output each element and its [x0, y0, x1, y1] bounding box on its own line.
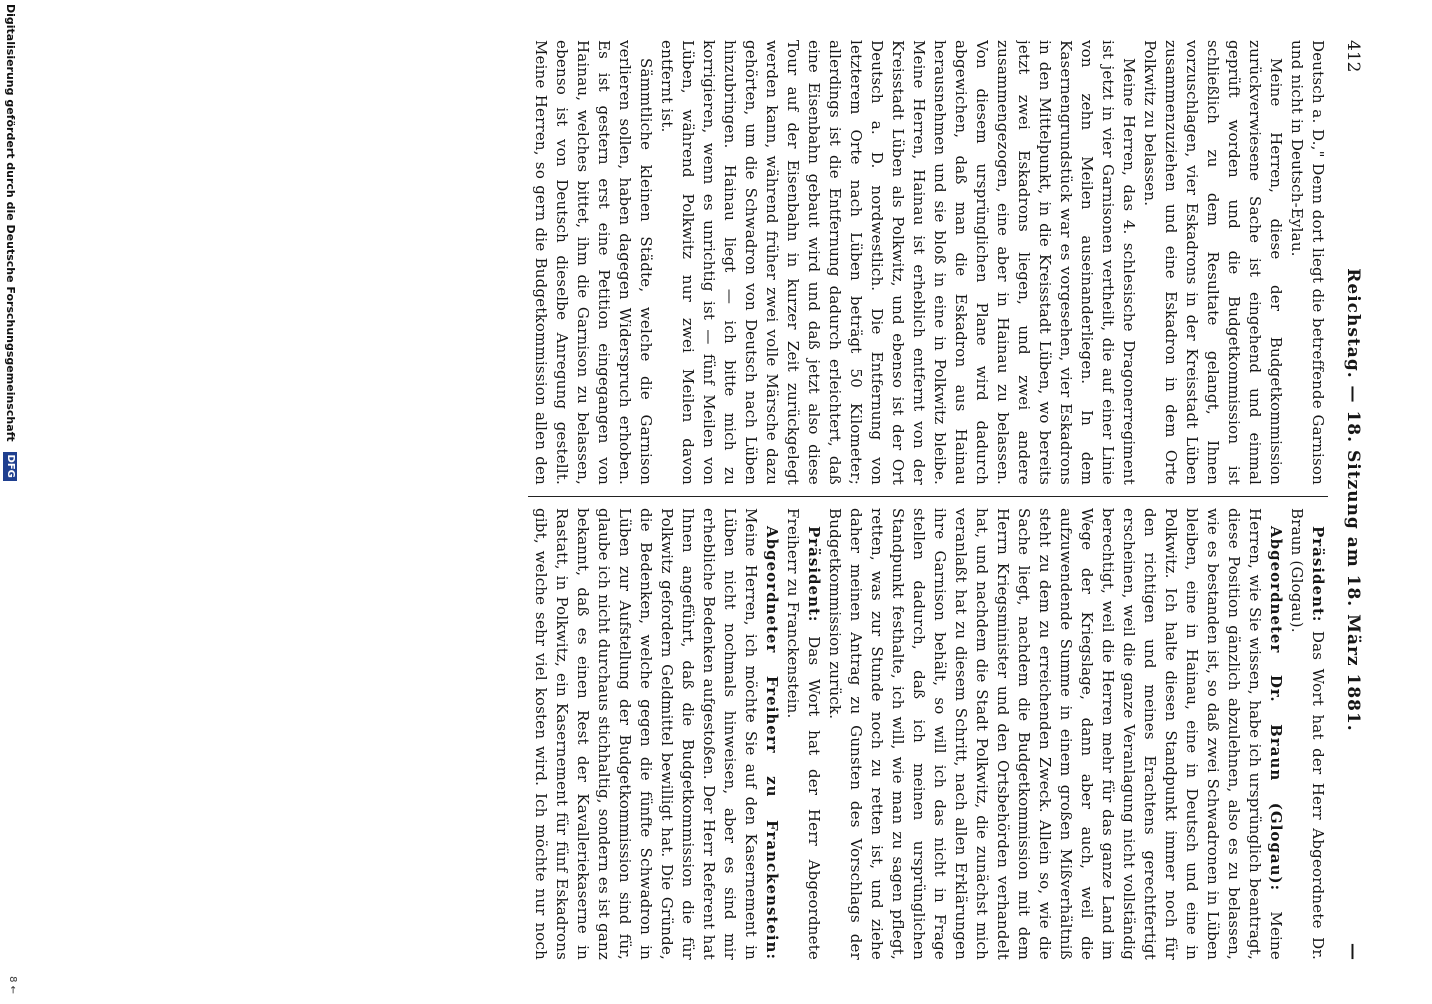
paragraph	[1286, 508, 1328, 960]
speaker-label: Abgeordneter Dr. Braun (Glogau):	[1267, 526, 1285, 892]
paragraph: Sämmtliche kleinen Städte, welche die Garnison verlieren sollen, haben dagegen Widerspruch erhoben. Es ist gestern erst eine Petition eingegangen von Hainau, welches bittet, ihm die Garnison zu belassen, ebenso ist von Deutsch dieselbe Anregung gestellt. Meine Herren, so gern die Budgetkommission allen den	[532, 40, 655, 485]
speaker-label: Präsident:	[1309, 526, 1327, 623]
paragraph: Deutsch a. D.," Denn dort liegt die betreffende Garnison und nicht in Deutsch-Eylau.	[1288, 40, 1327, 485]
speaker-label: Abgeordneter Freiherr zu Franckenstein:	[763, 526, 781, 960]
header-dash: —	[1343, 943, 1363, 960]
paragraph	[528, 508, 782, 960]
paragraph: Meine Herren, das 4. schlesische Dragonerregiment ist jetzt in vier Garnisonen vertheilt, die auf einer Linie von zehn Meilen auseinanderliegen. In dem Kasernengrundstück war es vorgesehen, vier Eskadrons in den Mittelpunkt, in die Kreisstadt Lüben, wo bereits jetzt zwei Eskadrons liegen, und zwei andere zusammengezogen, eine aber in Hainau zu belassen. Von diesem ursprünglichen Plane wird dadurch abgewichen, daß man die Eskadron aus Hainau herausnehmen und sie bloß in eine in Polkwitz bleibe. Meine Herren, Hainau ist erheblich entfernt von der Kreisstadt Lüben als Polkwitz, und ebenso ist der Ort Deutsch a. D. nordwestlich. Die Entfernung von letzterem Orte nach Lüben beträgt 50 Kilometer; allerdings ist die Entfernung dadurch erleichtert, daß eine Eisenbahn gebaut wird und daß jetzt also diese Tour auf der Eisenbahn in kurzer Zeit zurückgelegt werden kann, während früher zwei volle Märsche dazu gehörten, um die Schwadron von Deutsch nach Lüben hinzubringen. Hainau liegt — ich bitte mich zu korrigieren, wenn es unrichtig ist — fünf Meilen von Lüben, während Polkwitz nur zwei Meilen davon entfernt ist.	[658, 40, 1138, 485]
speaker-label: Präsident:	[805, 526, 823, 623]
page-header	[1340, 40, 1366, 960]
page-edge-mark: 8 ←	[7, 976, 18, 994]
page-number: 412	[1343, 40, 1363, 73]
digitization-credit	[0, 0, 20, 1004]
speech-text: Das Wort hat der Herr Abgeordnete Dr. Braun (Glogau).	[1288, 508, 1327, 960]
speech-text: Das Wort hat der Herr Abgeordnete Freiherr zu Franckenstein.	[784, 508, 823, 960]
paragraph	[782, 508, 824, 960]
left-column	[528, 40, 1328, 485]
paragraph: Meine Herren, diese der Budgetkommission zurückverwiesene Sache ist eingehend und einmal geprüft worden und die Budgetkommission ist schließlich zu dem Resultate gelangt, Ihnen vorzuschlagen, vier Eskadrons in der Kreisstadt Lüben zusammenzuziehen und eine Eskadron in dem Orte Polkwitz zu belassen.	[1141, 40, 1285, 485]
paragraph	[824, 508, 1286, 960]
digitization-note: Digitalisierung gefördert durch die Deutsche Forschungsgemeinschaft	[4, 4, 17, 442]
dfg-logo: DFG	[3, 452, 17, 481]
column-divider	[528, 496, 1328, 497]
speech-text: Meine Herren, ich möchte Sie auf den Kasernement in Lüben nicht nochmals hinweisen, aber es sind mir erhebliche Bedenken aufgestoßen. Der Herr Referent hat Ihnen angeführt, daß die Budgetkommission die für Polkwitz gefordern Geldmittel bewilligt hat. Die Gründe, die Bedenken, welche gegen die fünfte Schwadron in Lüben zur Aufstellung der Budgetkommission sind für, glaube ich nicht durchaus stichhaltig, sondern es ist ganz bekannt, daß es einen Rest der Kavalleriekaserne in Rastatt, in Polkwitz, ein Kasernement für fünf Eskadrons gibt, welche sehr viel kosten wird. Ich möchte nur noch	[532, 508, 760, 960]
right-column	[528, 508, 1328, 960]
speech-text: Meine Herren, wie Sie wissen, habe ich ursprünglich beantragt, diese Position gänzlich abzulehnen, also es zu belassen, wie es bestanden ist, so daß zwei Schwadronen in Lüben bleiben, eine in Hainau, eine in Deutsch und eine in Polkwitz. Ich halte diesen Standpunkt immer noch für den richtigen und meines Erachtens gerechtfertigt erscheinen, weil die ganze Veranlagung nicht vollständig berechtigt, weil die Herren mehr für das ganze Land im Wege der Kriegslage, dann aber auch, weil die aufzuwendende Summe in einem großen Mißverhältniß steht zu dem zu erreichenden Zweck. Allein so, wie die Sache liegt, nachdem die Budgetkommission mit dem Herrn Kriegsminister und den Ortsbehörden verhandelt hat, und nachdem die Stadt Polkwitz, die zunächst mich veranlaßt hat zu diesem Schritt, nach allen Erklärungen ihre Garnison behält, so will ich das nicht in Frage stellen dadurch, daß ich meinen ursprünglichen Standpunkt festhalte, ich will, wie man zu sagen pflegt, retten, was zur Stunde noch zu retten ist, und ziehe daher meinen Antrag zu Gunsten des Vorschlags der Budgetkommission zurück.	[826, 508, 1285, 960]
running-head: Reichstag. — 18. Sitzung am 18. März 1881.	[1343, 268, 1363, 732]
